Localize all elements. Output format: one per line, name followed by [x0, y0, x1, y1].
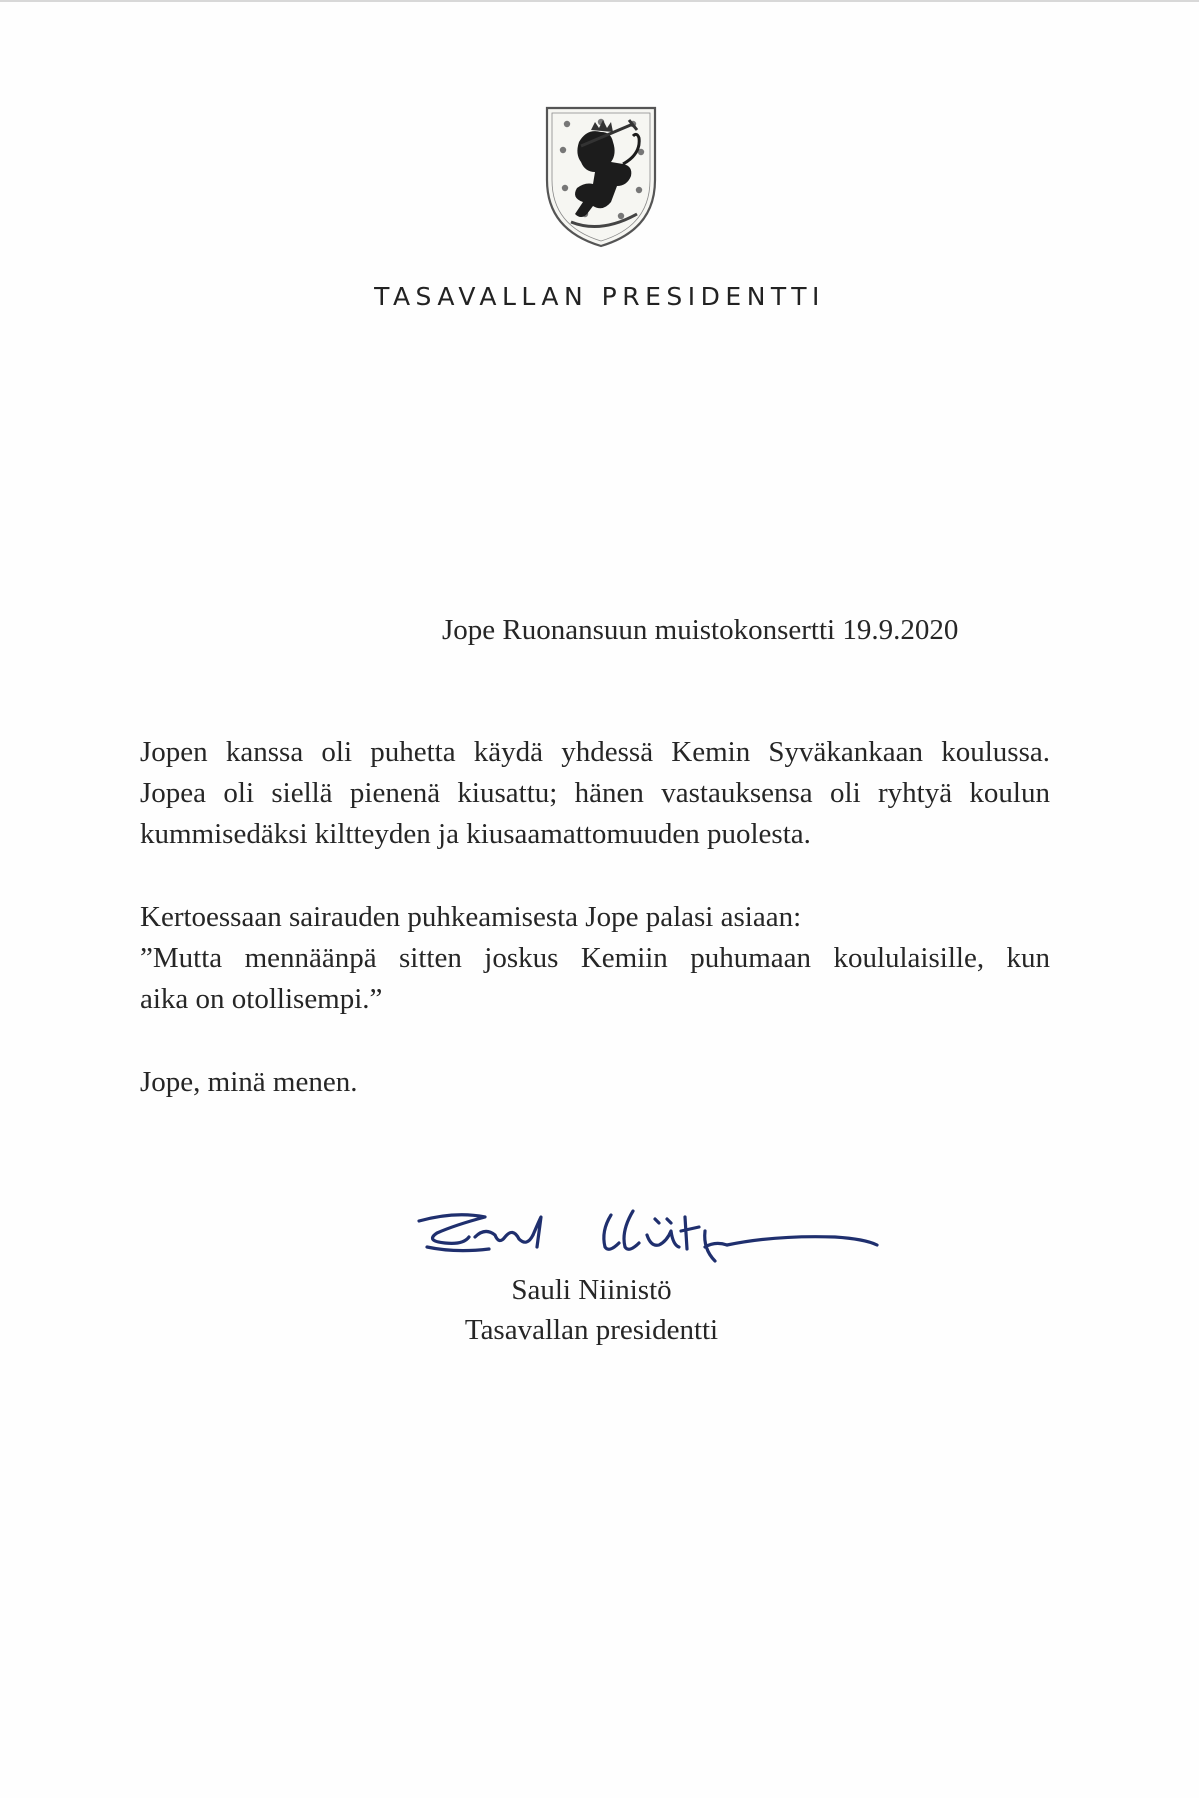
paragraph-2-line-1: Kertoessaan sairauden puhkeamisesta Jope palasi asiaan:	[140, 901, 802, 933]
paragraph-2-line-3: aika on otollisempi.”	[140, 983, 383, 1015]
closing-line: Jope, minä menen.	[140, 1066, 358, 1098]
paragraph-2-line-2: ”Mutta mennäänpä sitten joskus Kemiin puhumaan koululaisille, kun	[140, 942, 1050, 974]
paragraph-1-line-1: Jopen kanssa oli puhetta käydä yhdessä Kemin Syväkankaan koulussa.	[140, 736, 1050, 768]
signer-title: Tasavallan presidentti	[464, 1314, 719, 1346]
paragraph-1	[140, 732, 1050, 855]
paragraph-1-line-2: Jopea oli siellä pienenä kiusattu; hänen vastauksensa oli ryhtyä koulun	[140, 777, 1050, 809]
letterhead-title: TASAVALLAN PRESIDENTTI	[374, 282, 825, 311]
handwritten-signature	[415, 1187, 895, 1277]
signer-name: Sauli Niinistö	[511, 1274, 672, 1306]
paragraph-1-line-3: kummisedäksi kiltteyden ja kiusaamattomuuden puolesta.	[140, 818, 811, 850]
finnish-lion-crest-icon	[541, 102, 661, 250]
paragraph-2	[140, 897, 1050, 1020]
document-title: Jope Ruonansuun muistokonsertti 19.9.2020	[442, 614, 959, 646]
